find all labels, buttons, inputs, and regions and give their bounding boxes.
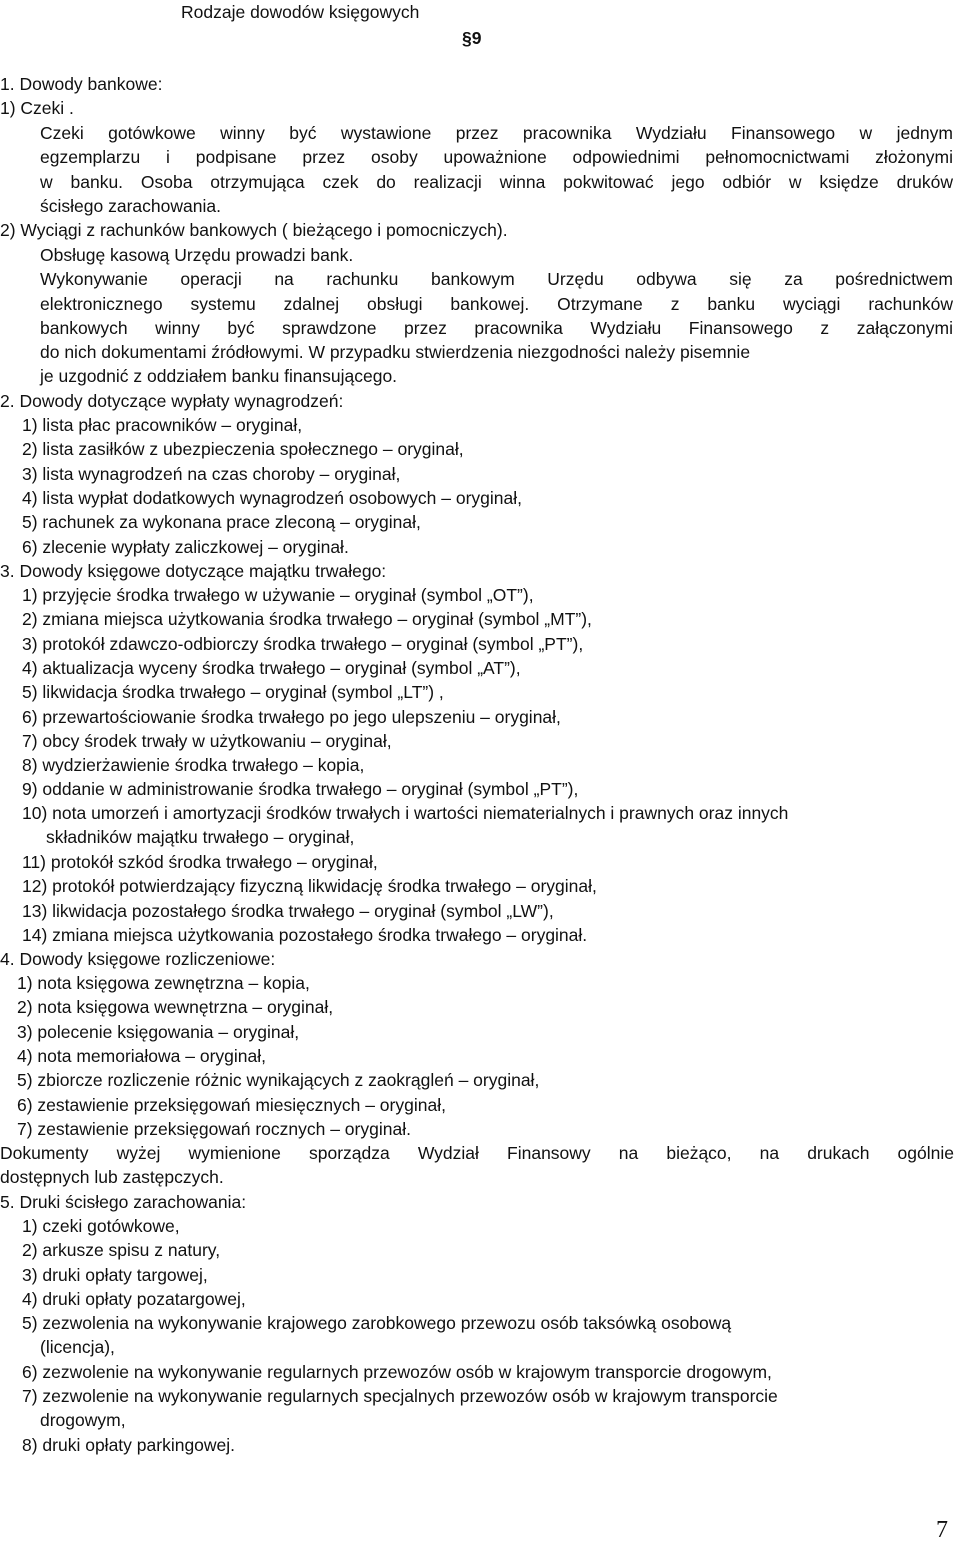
list-item: 6) zestawienie przeksięgowań miesięcznych – oryginał, [17,1095,446,1115]
list-item: 2) zmiana miejsca użytkowania środka trwałego – oryginał (symbol „MT”), [22,609,592,629]
section-number: §9 [462,28,482,48]
paragraph-line: w banku. Osoba otrzymująca czek do realizacji winna pokwitować jego odbiór w księdze druków [40,172,953,192]
list-item-continuation: drogowym, [40,1410,126,1430]
list-item: 4) aktualizacja wyceny środka trwałego – oryginał (symbol „AT”), [22,658,521,678]
section-3-heading: 3. Dowody księgowe dotyczące majątku trwałego: [0,561,387,581]
list-item: 7) obcy środek trwały w użytkowaniu – oryginał, [22,731,392,751]
list-item: 3) lista wynagrodzeń na czas choroby – oryginał, [22,464,401,484]
list-item: 5) zbiorcze rozliczenie różnic wynikających z zaokrągleń – oryginał, [17,1070,540,1090]
paragraph-line: ścisłego zarachowania. [40,196,221,216]
list-item: 1) czeki gotówkowe, [22,1216,180,1236]
paragraph-line: bankowych winny być sprawdzone przez pracownika Wydziału Finansowego z załączonymi [40,318,953,338]
paragraph-line: dostępnych lub zastępczych. [0,1167,224,1187]
list-item: 5) rachunek za wykonana prace zleconą – oryginał, [22,512,421,532]
list-item: 3) protokół zdawczo-odbiorczy środka trwałego – oryginał (symbol „PT”), [22,634,584,654]
section-1-item-2: 2) Wyciągi z rachunków bankowych ( bieżącego i pomocniczych). [0,220,508,240]
paragraph-line: Wykonywanie operacji na rachunku bankowym Urzędu odbywa się za pośrednictwem [40,269,953,289]
list-item: 6) zlecenie wypłaty zaliczkowej – oryginał. [22,537,349,557]
section-1-heading: 1. Dowody bankowe: [0,74,163,94]
list-item: 1) przyjęcie środka trwałego w używanie – oryginał (symbol „OT”), [22,585,534,605]
paragraph-line: Obsługę kasową Urzędu prowadzi bank. [40,245,354,265]
list-item: 4) nota memoriałowa – oryginał, [17,1046,267,1066]
list-item-continuation: (licencja), [40,1337,115,1357]
list-item: 8) druki opłaty parkingowej. [22,1435,236,1455]
list-item-continuation: składników majątku trwałego – oryginał, [46,827,355,847]
page-header-title: Rodzaje dowodów księgowych [181,2,420,22]
list-item: 11) protokół szkód środka trwałego – oryginał, [22,852,378,872]
list-item: 13) likwidacja pozostałego środka trwałego – oryginał (symbol „LW”), [22,901,554,921]
list-item: 7) zestawienie przeksięgowań rocznych – oryginał. [17,1119,411,1139]
section-5-heading: 5. Druki ścisłego zarachowania: [0,1192,247,1212]
page-number: 7 [936,1517,948,1543]
list-item: 2) lista zasiłków z ubezpieczenia społecznego – oryginał, [22,439,464,459]
paragraph-line: elektronicznego systemu zdalnej obsługi bankowej. Otrzymane z banku wyciągi rachunków [40,294,953,314]
list-item: 3) polecenie księgowania – oryginał, [17,1022,300,1042]
list-item: 9) oddanie w administrowanie środka trwałego – oryginał (symbol „PT”), [22,779,579,799]
paragraph-line: egzemplarzu i podpisane przez osoby upoważnione odpowiednimi pełnomocnictwami złożonymi [40,147,953,167]
list-item: 4) lista wypłat dodatkowych wynagrodzeń osobowych – oryginał, [22,488,522,508]
list-item: 2) nota księgowa wewnętrzna – oryginał, [17,997,334,1017]
list-item: 6) przewartościowanie środka trwałego po jego ulepszeniu – oryginał, [22,707,561,727]
list-item: 10) nota umorzeń i amortyzacji środków trwałych i wartości niematerialnych i prawnych oraz innych [22,803,789,823]
paragraph-line: Dokumenty wyżej wymienione sporządza Wydział Finansowy na bieżąco, na drukach ogólnie [0,1143,954,1163]
paragraph-line: je uzgodnić z oddziałem banku finansującego. [40,366,398,386]
list-item: 12) protokół potwierdzający fizyczną likwidację środka trwałego – oryginał, [22,876,597,896]
list-item: 1) lista płac pracowników – oryginał, [22,415,303,435]
paragraph-line: do nich dokumentami źródłowymi. W przypadku stwierdzenia niezgodności należy pisemnie [40,342,751,362]
list-item: 5) zezwolenia na wykonywanie krajowego zarobkowego przewozu osób taksówką osobową [22,1313,732,1333]
list-item: 6) zezwolenie na wykonywanie regularnych przewozów osób w krajowym transporcie drogowym, [22,1362,772,1382]
list-item: 1) nota księgowa zewnętrzna – kopia, [17,973,310,993]
section-2-heading: 2. Dowody dotyczące wypłaty wynagrodzeń: [0,391,344,411]
paragraph-line: Czeki gotówkowe winny być wystawione przez pracownika Wydziału Finansowego w jednym [40,123,953,143]
list-item: 8) wydzierżawienie środka trwałego – kopia, [22,755,365,775]
section-4-heading: 4. Dowody księgowe rozliczeniowe: [0,949,276,969]
list-item: 5) likwidacja środka trwałego – oryginał (symbol „LT”) , [22,682,444,702]
list-item: 7) zezwolenie na wykonywanie regularnych specjalnych przewozów osób w krajowym transporcie [22,1386,778,1406]
list-item: 3) druki opłaty targowej, [22,1265,208,1285]
list-item: 2) arkusze spisu z natury, [22,1240,221,1260]
list-item: 14) zmiana miejsca użytkowania pozostałego środka trwałego – oryginał. [22,925,588,945]
list-item: 4) druki opłaty pozatargowej, [22,1289,246,1309]
section-1-item-1: 1) Czeki . [0,98,74,118]
